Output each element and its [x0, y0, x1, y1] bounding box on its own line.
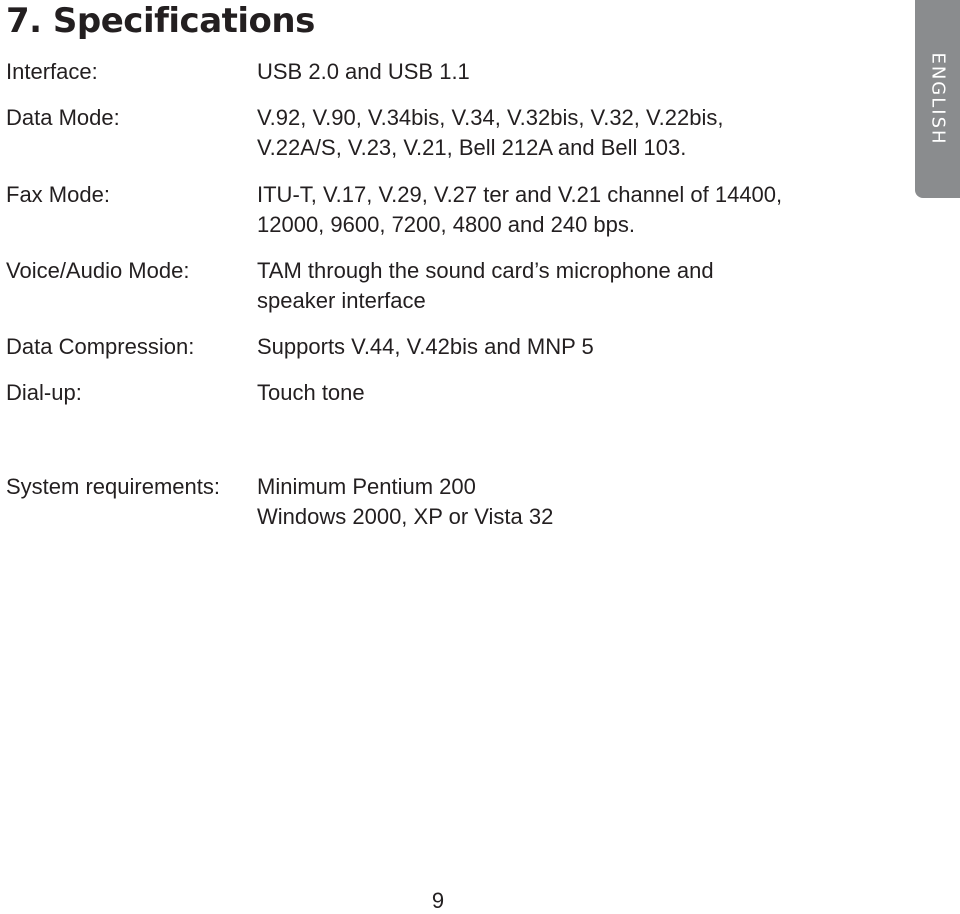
- spec-value: [257, 256, 714, 316]
- spec-value: [257, 472, 553, 532]
- language-tab: [915, 0, 960, 198]
- spec-label: System requirements:: [6, 474, 220, 499]
- spec-value-line: 12000, 9600, 7200, 4800 and 240 bps.: [257, 212, 636, 237]
- spec-label: Data Mode:: [6, 105, 120, 130]
- spec-label: Voice/Audio Mode:: [6, 258, 190, 283]
- page-number: 9: [431, 888, 445, 913]
- spec-value-line: V.92, V.90, V.34bis, V.34, V.32bis, V.32, V.22bis,: [257, 105, 724, 130]
- spec-value: [257, 332, 594, 362]
- spec-value: [257, 180, 782, 240]
- spec-value-line: USB 2.0 and USB 1.1: [257, 59, 470, 84]
- spec-value-line: ITU-T, V.17, V.29, V.27 ter and V.21 channel of 14400,: [257, 182, 783, 207]
- spec-value-line: Supports V.44, V.42bis and MNP 5: [257, 334, 594, 359]
- spec-value: [257, 57, 470, 87]
- spec-value: [257, 378, 365, 408]
- spec-value: [257, 103, 724, 163]
- spec-value-line: V.22A/S, V.23, V.21, Bell 212A and Bell 103.: [257, 135, 687, 160]
- spec-value-line: Minimum Pentium 200: [257, 474, 476, 499]
- spec-label: Dial-up:: [6, 380, 82, 405]
- spec-value-line: Windows 2000, XP or Vista 32: [257, 504, 554, 529]
- spec-label: Data Compression:: [6, 334, 195, 359]
- page-title: 7. Specifications: [6, 1, 315, 41]
- spec-value-line: Touch tone: [257, 380, 365, 405]
- spec-value-line: speaker interface: [257, 288, 426, 313]
- language-tab-label: ENGLISH: [927, 52, 948, 146]
- spec-value-line: TAM through the sound card’s microphone and: [257, 258, 714, 283]
- spec-label: Fax Mode:: [6, 182, 110, 207]
- spec-label: Interface:: [6, 59, 98, 84]
